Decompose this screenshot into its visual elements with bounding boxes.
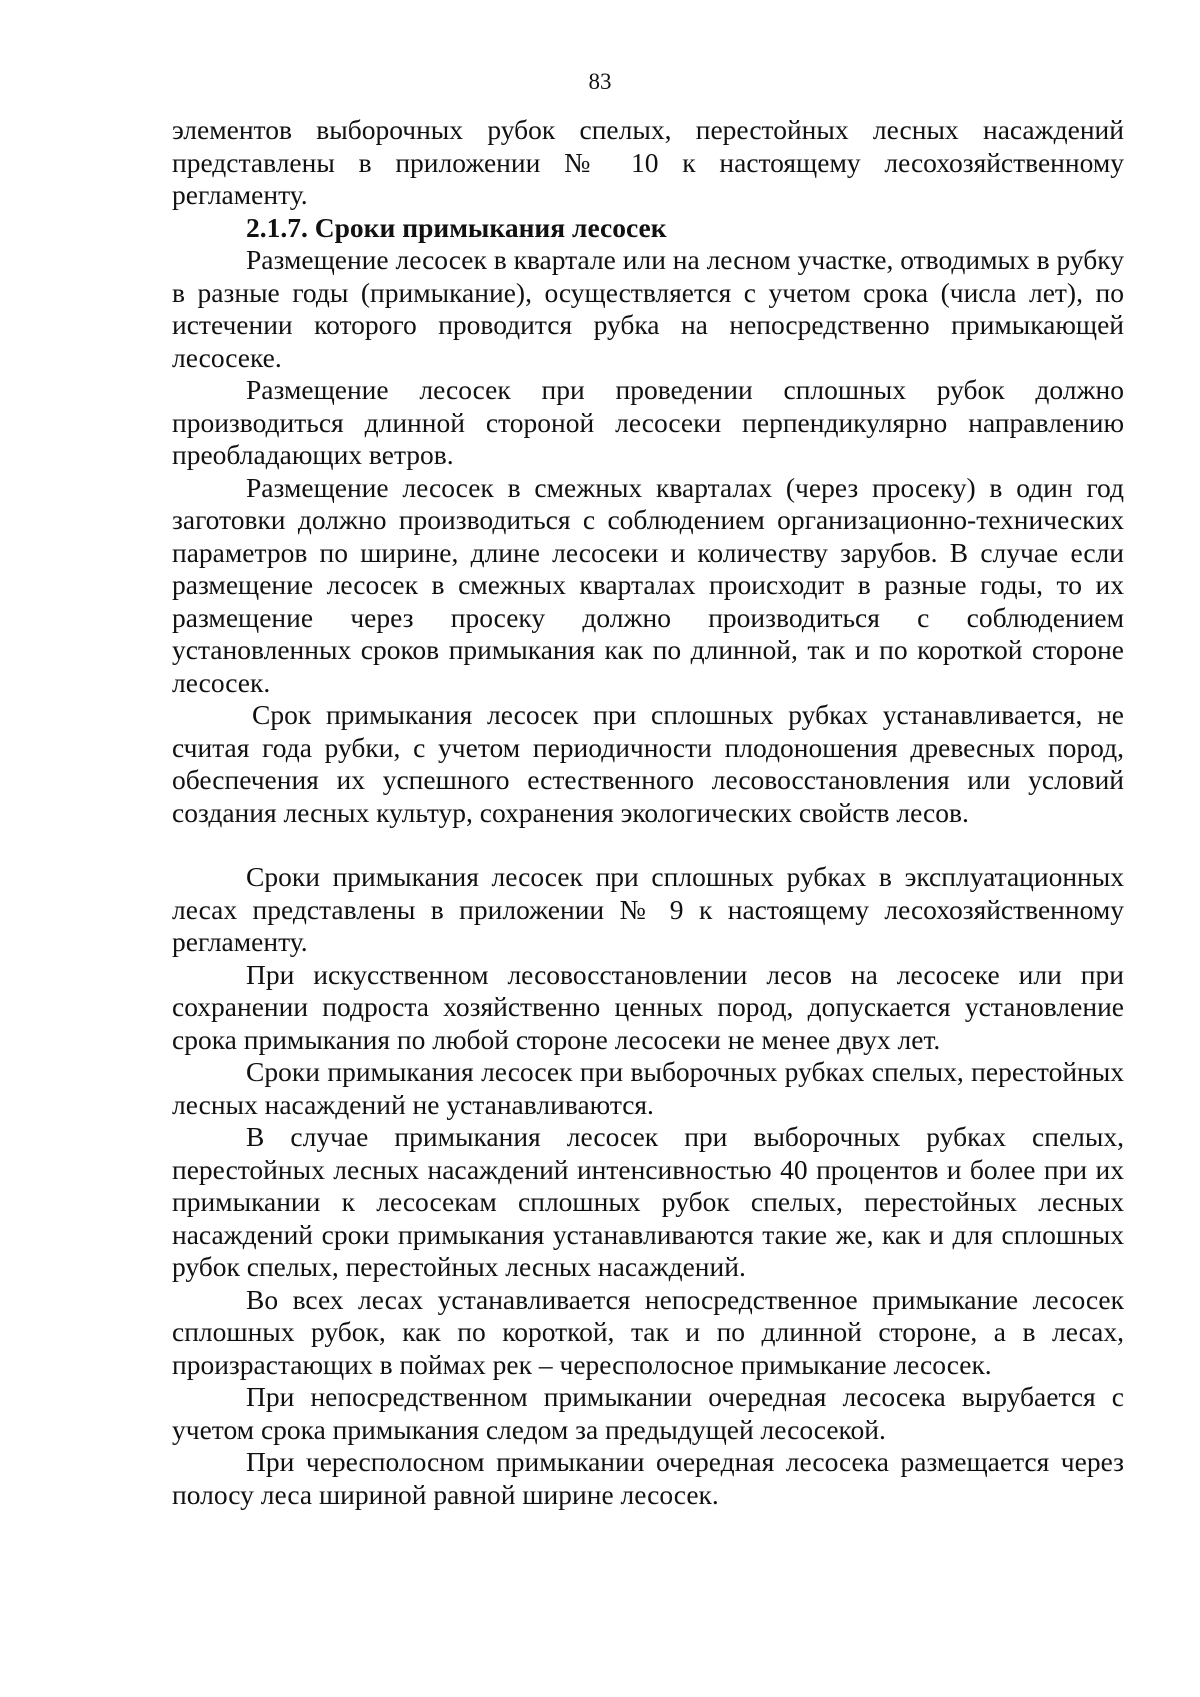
continuation-paragraph: элементов выборочных рубок спелых, перестойных лесных насаждений представлены в приложении № 10 к настоящему лесохозяйственному регламенту. — [172, 114, 1124, 210]
paragraph-9: Во всех лесах устанавливается непосредственное примыкание лесосек сплошных рубок, как по короткой, так и по длинной стороне, а в лесах, произрастающих в поймах рек – чересполосное примыкание лесосек. — [172, 1283, 1124, 1380]
section-heading: 2.1.7. Сроки примыкания лесосек — [246, 211, 667, 243]
paragraph-4: Срок примыкания лесосек при сплошных рубках устанавливается, не считая года рубки, с учетом периодичности плодоношения древесных пород, обеспечения их успешного естественного лесовосстановления или условий создания лесных культур, сохранения экологических свойств лесов. — [172, 699, 1124, 828]
page-number: 83 — [588, 69, 612, 94]
paragraph-1: Размещение лесосек в квартале или на лесном участке, отводимых в рубку в разные годы (примыкание), осуществляется с учетом срока (числа лет), по истечении которого проводится рубка на непосредственно примыкающей лесосеке. — [172, 244, 1124, 373]
paragraph-2: Размещение лесосек при проведении сплошных рубок должно производиться длинной стороной лесосеки перпендикулярно направлению преобладающих ветров. — [172, 374, 1124, 470]
paragraph-7: Сроки примыкания лесосек при выборочных рубках спелых, перестойных лесных насаждений не устанавливаются. — [172, 1056, 1124, 1120]
paragraph-6: При искусственном лесовосстановлении лесов на лесосеке или при сохранении подроста хозяйственно ценных пород, допускается установление срока примыкания по любой стороне лесосеки не менее двух лет. — [172, 958, 1124, 1055]
paragraph-gap — [172, 829, 1124, 861]
paragraph-8: В случае примыкания лесосек при выборочных рубках спелых, перестойных лесных насаждений интенсивностью 40 процентов и более при их примыкании к лесосекам сплошных рубок спелых, перестойных лесных насаждений сроки примыкания устанавливаются такие же, как и для сплошных рубок спелых, перестойных лесных насаждений. — [172, 1121, 1124, 1282]
paragraph-11: При чересполосном примыкании очередная лесосека размещается через полосу леса шириной равной ширине лесосек. — [172, 1446, 1124, 1510]
paragraph-3: Размещение лесосек в смежных кварталах (через просеку) в один год заготовки должно производиться с соблюдением организационно-технических параметров по ширине, длине лесосеки и количеству зарубов. В случае если размещение лесосек в смежных кварталах происходит в разные годы, то их размещение через просеку должно производиться с соблюдением установленных сроков примыкания как по длинной, так и по короткой стороне лесосек. — [172, 471, 1124, 698]
page-content — [172, 114, 1124, 1511]
paragraph-10: При непосредственном примыкании очередная лесосека вырубается с учетом срока примыкания следом за предыдущей лесосекой. — [172, 1381, 1124, 1445]
paragraph-5: Сроки примыкания лесосек при сплошных рубках в эксплуатационных лесах представлены в приложении № 9 к настоящему лесохозяйственному регламенту. — [172, 861, 1124, 957]
